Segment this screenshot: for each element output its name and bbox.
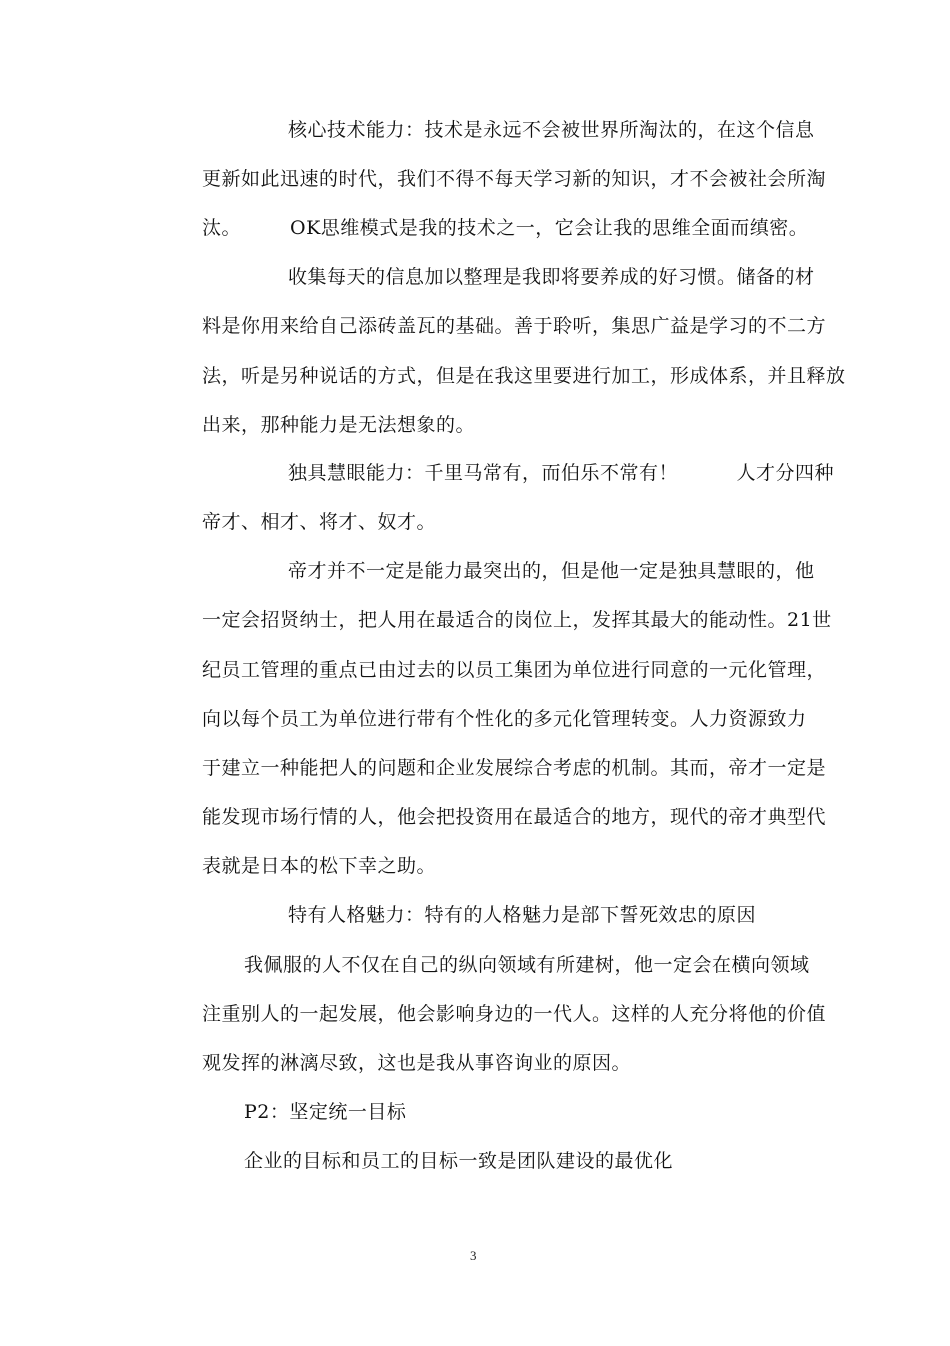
paragraph-line: 向以每个员工为单位进行带有个性化的多元化管理转变。人力资源致力 <box>202 708 807 730</box>
paragraph-line: 表就是日本的松下幸之助。 <box>202 855 437 877</box>
paragraph-line: 帝才并不一定是能力最突出的，但是他一定是独具慧眼的，他 <box>288 560 815 582</box>
paragraph-line: 一定会招贤纳士，把人用在最适合的岗位上，发挥其最大的能动性。21世 <box>202 609 832 631</box>
paragraph-line: 企业的目标和员工的目标一致是团队建设的最优化 <box>244 1150 674 1172</box>
paragraph-line: 出来，那种能力是无法想象的。 <box>202 414 476 436</box>
paragraph-line: 能发现市场行情的人，他会把投资用在最适合的地方，现代的帝才典型代 <box>202 806 827 828</box>
paragraph-line: 独具慧眼能力：千里马常有，而伯乐不常有！ 人才分四种 <box>288 462 835 484</box>
section-heading: P2：坚定统一目标 <box>244 1101 407 1123</box>
paragraph-line: 收集每天的信息加以整理是我即将要养成的好习惯。储备的材 <box>288 266 815 288</box>
paragraph-line: 更新如此迅速的时代，我们不得不每天学习新的知识，才不会被社会所淘 <box>202 168 827 190</box>
paragraph-line: 观发挥的淋漓尽致，这也是我从事咨询业的原因。 <box>202 1052 632 1074</box>
paragraph-line: 帝才、相才、将才、奴才。 <box>202 511 437 533</box>
paragraph-line: 纪员工管理的重点已由过去的以员工集团为单位进行同意的一元化管理， <box>202 659 827 681</box>
paragraph-line: 于建立一种能把人的问题和企业发展综合考虑的机制。其而，帝才一定是 <box>202 757 827 779</box>
paragraph-line: 我佩服的人不仅在自己的纵向领域有所建树，他一定会在横向领域 <box>244 954 810 976</box>
paragraph-line: 料是你用来给自己添砖盖瓦的基础。善于聆听，集思广益是学习的不二方 <box>202 315 827 337</box>
paragraph-line: 特有人格魅力：特有的人格魅力是部下誓死效忠的原因 <box>288 904 757 926</box>
paragraph-line: 注重别人的一起发展，他会影响身边的一代人。这样的人充分将他的价值 <box>202 1003 827 1025</box>
paragraph-line: 法，听是另种说话的方式，但是在我这里要进行加工，形成体系，并且释放 <box>202 365 846 387</box>
paragraph-line: 汰。 OK思维模式是我的技术之一，它会让我的思维全面而缜密。 <box>202 217 809 239</box>
page-number: 3 <box>470 1248 477 1263</box>
paragraph-line: 核心技术能力：技术是永远不会被世界所淘汰的，在这个信息 <box>288 119 815 141</box>
